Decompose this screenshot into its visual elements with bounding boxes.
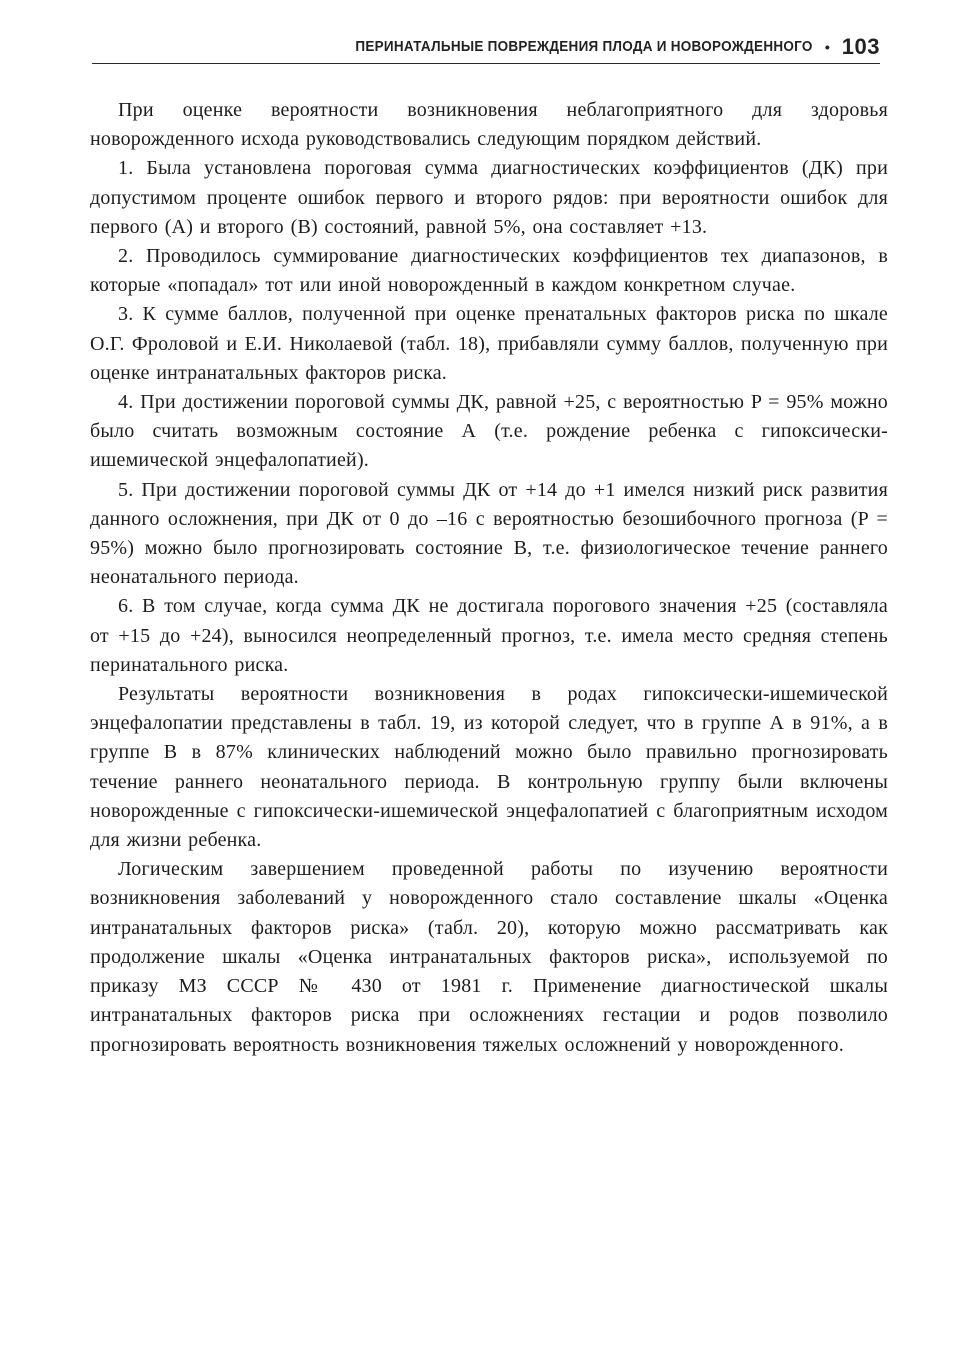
paragraph-step-2: 2. Проводилось суммирование диагностических коэффициентов тех диапазонов, в которые «попадал» тот или иной новорожденный в каждом конкретном случае. — [90, 245, 888, 297]
page-number: 103 — [841, 34, 880, 59]
paragraph-conclusion: Логическим завершением проведенной работы по изучению вероятности возникновения заболеваний у новорожденного стало составление шкалы «Оценка интранатальных факторов риска» (табл. 20), которую можно рассматривать как продолжение шкалы «Оценка интранатальных факторов риска», используемой по приказу МЗ СССР № 430 от 1981 г. Применение диагностической шкалы интранатальных факторов риска при осложнениях гестации и родов позволило прогнозировать вероятность возникновения тяжелых осложнений у новорожденного. — [90, 858, 888, 1056]
running-header — [90, 30, 880, 64]
header-bullet: • — [824, 39, 830, 55]
paragraph-intro: При оценке вероятности возникновения неблагоприятного для здоровья новорожденного исхода руководствовались следующим порядком действий. — [90, 99, 888, 151]
body-text — [90, 96, 888, 1060]
header-rule — [92, 63, 880, 64]
paragraph-step-1: 1. Была установлена пороговая сумма диагностических коэффициентов (ДК) при допустимом проценте ошибок первого и второго рядов: при вероятности ошибок для первого (А) и второго (В) состояний, равной 5%, она составляет +13. — [90, 157, 888, 238]
running-title: ПЕРИНАТАЛЬНЫЕ ПОВРЕЖДЕНИЯ ПЛОДА И НОВОРОЖДЕННОГО — [355, 39, 813, 55]
paragraph-results: Результаты вероятности возникновения в родах гипоксически-ишемической энцефалопатии представлены в табл. 19, из которой следует, что в группе А в 91%, а в группе В в 87% клинических наблюдений можно было правильно прогнозировать течение раннего неонатального периода. В контрольную группу были включены новорожденные с гипоксически-ишемической энцефалопатией с благоприятным исходом для жизни ребенка. — [90, 683, 888, 852]
paragraph-step-6: 6. В том случае, когда сумма ДК не достигала порогового значения +25 (составляла от +15 до +24), выносился неопределенный прогноз, т.е. имела место средняя степень перинатального риска. — [90, 595, 888, 676]
paragraph-step-3: 3. К сумме баллов, полученной при оценке пренатальных факторов риска по шкале О.Г. Фроловой и Е.И. Николаевой (табл. 18), прибавляли сумму баллов, полученную при оценке интранатальных факторов риска. — [90, 303, 888, 384]
paragraph-step-5: 5. При достижении пороговой суммы ДК от +14 до +1 имелся низкий риск развития данного осложнения, при ДК от 0 до –16 с вероятностью безошибочного прогноза (P = 95%) можно было прогнозировать состояние В, т.е. физиологическое течение раннего неонатального периода. — [90, 478, 888, 589]
paragraph-step-4: 4. При достижении пороговой суммы ДК, равной +25, с вероятностью P = 95% можно было считать возможным состояние А (т.е. рождение ребенка с гипоксически-ишемической энцефалопатией). — [90, 391, 888, 472]
